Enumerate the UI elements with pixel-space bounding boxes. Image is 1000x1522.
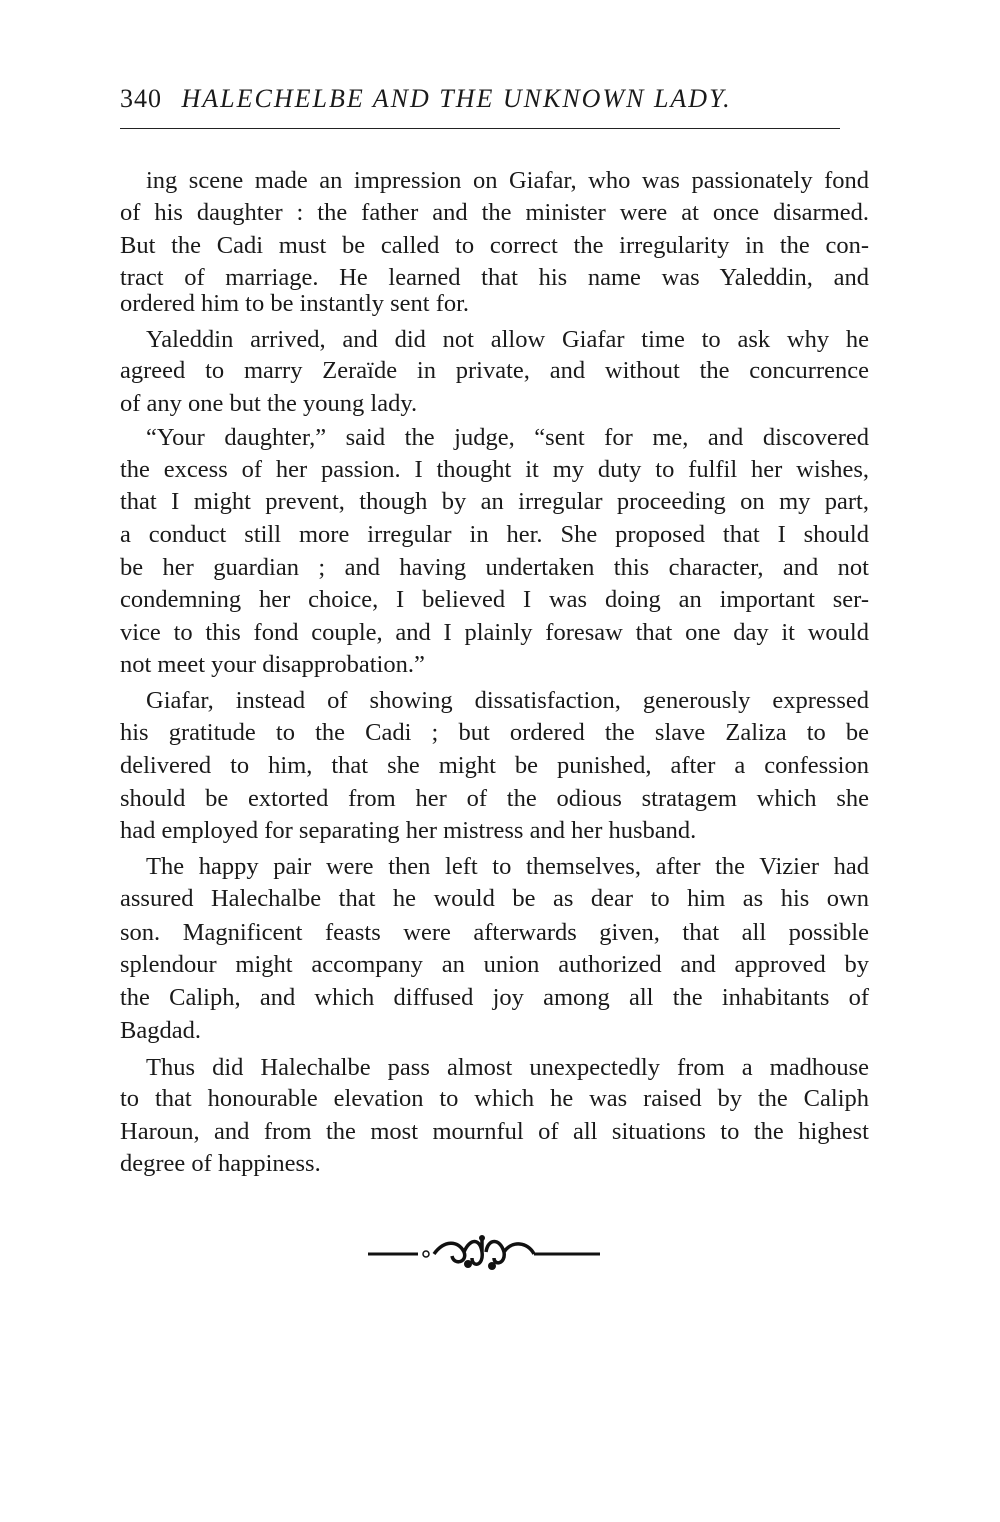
text-line: of his daughter : the father and the minister were at once disarmed. (120, 199, 869, 226)
text-line: Yaleddin arrived, and did not allow Giafar time to ask why he (146, 326, 869, 353)
text-line: ing scene made an impression on Giafar, who was passionately fond (146, 167, 869, 194)
text-line: assured Halechalbe that he would be as dear to him as his own (120, 885, 869, 912)
text-line: the Caliph, and which diffused joy among all the inhabitants of (120, 984, 869, 1011)
text-line: Bagdad. (120, 1017, 201, 1044)
running-title: HALECHELBE AND THE UNKNOWN LADY. (181, 84, 732, 113)
text-line: delivered to him, that she might be punished, after a confession (120, 752, 869, 779)
text-line: his gratitude to the Cadi ; but ordered the slave Zaliza to be (120, 719, 869, 746)
text-line: condemning her choice, I believed I was doing an important ser- (120, 586, 869, 613)
text-line: Giafar, instead of showing dissatisfaction, generously expressed (146, 687, 869, 714)
text-line: son. Magnificent feasts were afterwards given, that all possible (120, 919, 869, 946)
running-header (120, 84, 732, 114)
text-line: ordered him to be instantly sent for. (120, 290, 470, 317)
text-line: had employed for separating her mistress and her husband. (120, 817, 697, 844)
text-line: The happy pair were then left to themselves, after the Vizier had (146, 853, 869, 880)
text-line: that I might prevent, though by an irregular proceeding on my part, (120, 488, 869, 515)
text-line: degree of happiness. (120, 1150, 321, 1177)
text-line: But the Cadi must be called to correct the irregularity in the con- (120, 232, 869, 259)
text-line: Thus did Halechalbe pass almost unexpectedly from a madhouse (146, 1054, 869, 1081)
text-line: splendour might accompany an union authorized and approved by (120, 951, 869, 978)
text-line: be her guardian ; and having undertaken this character, and not (120, 554, 869, 581)
text-line: tract of marriage. He learned that his name was Yaleddin, and (120, 264, 869, 291)
header-rule (120, 128, 840, 129)
page-number: 340 (120, 84, 162, 113)
text-line: of any one but the young lady. (120, 390, 418, 417)
tailpiece-ornament-icon (368, 1232, 600, 1272)
text-line: “Your daughter,” said the judge, “sent for me, and discovered (146, 424, 869, 451)
text-line: vice to this fond couple, and I plainly foresaw that one day it would (120, 619, 869, 646)
text-line: a conduct still more irregular in her. She proposed that I should (120, 521, 869, 548)
text-line: to that honourable elevation to which he was raised by the Caliph (120, 1085, 869, 1112)
text-line: should be extorted from her of the odious stratagem which she (120, 785, 869, 812)
text-line: the excess of her passion. I thought it my duty to fulfil her wishes, (120, 456, 869, 483)
text-line: agreed to marry Zeraïde in private, and without the concurrence (120, 357, 869, 384)
text-line: Haroun, and from the most mournful of all situations to the highest (120, 1118, 869, 1145)
text-line: not meet your disapprobation.” (120, 651, 425, 678)
